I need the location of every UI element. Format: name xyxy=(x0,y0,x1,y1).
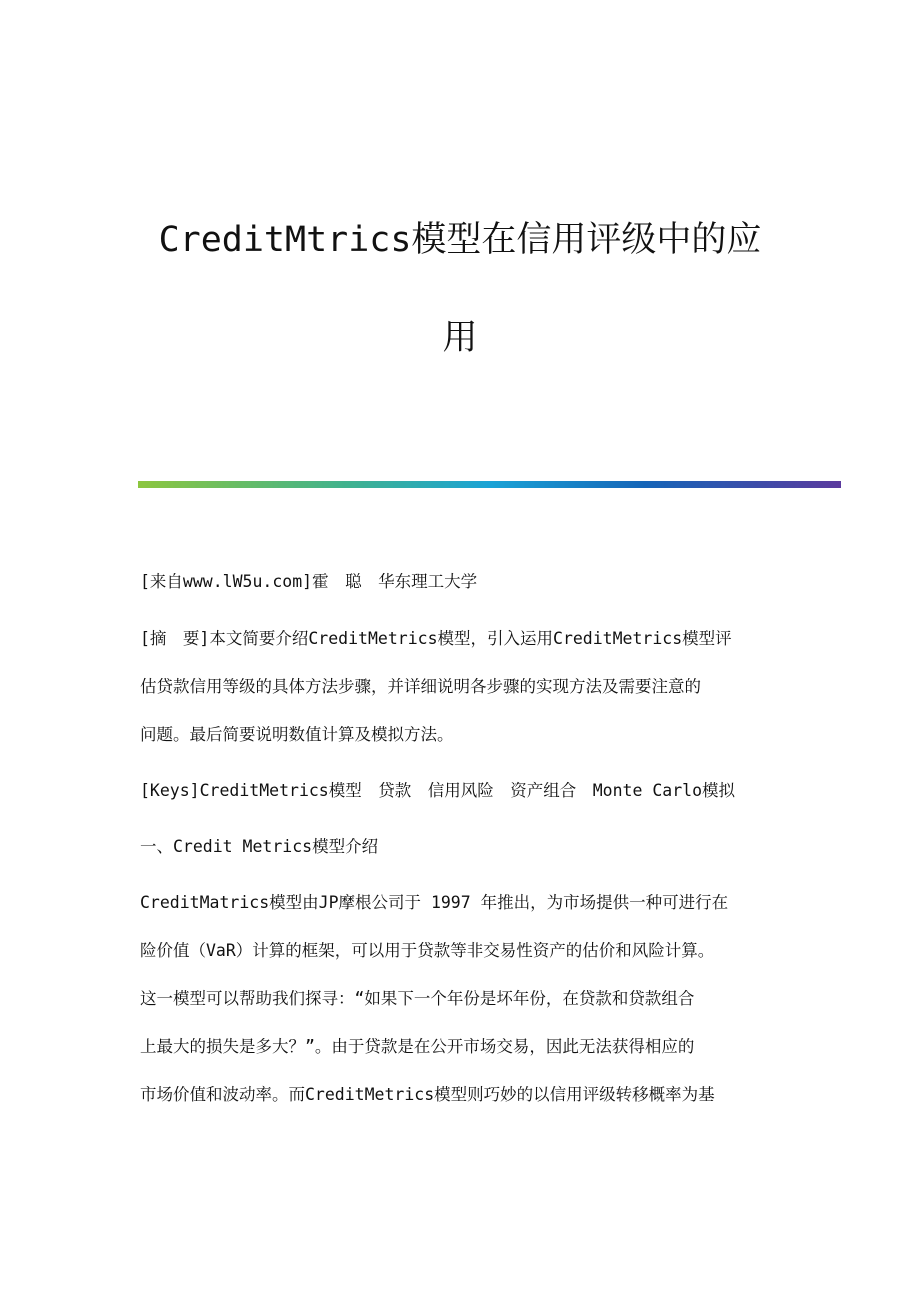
section-heading: 一、Credit Metrics模型介绍 xyxy=(140,837,379,856)
body-line-1: CreditMatrics模型由JP摩根公司于 1997 年推出，为市场提供一种可进行在 xyxy=(140,893,729,912)
document-title-line-2: 用 xyxy=(442,318,478,358)
source-line: [来自www.lW5u.com]霍 聪 华东理工大学 xyxy=(140,572,478,591)
body-line-3: 这一模型可以帮助我们探寻：“如果下一个年份是坏年份，在贷款和贷款组合 xyxy=(140,989,695,1008)
body-line-4: 上最大的损失是多大？”。由于贷款是在公开市场交易，因此无法获得相应的 xyxy=(140,1037,695,1056)
gradient-divider xyxy=(138,481,841,488)
body-line-5: 市场价值和波动率。而CreditMetrics模型则巧妙的以信用评级转移概率为基 xyxy=(140,1085,715,1104)
document-title-line-1: CreditMtrics模型在信用评级中的应 xyxy=(158,220,762,260)
body-line-2: 险价值（VaR）计算的框架，可以用于贷款等非交易性资产的估价和风险计算。 xyxy=(140,941,715,960)
keywords-line: [Keys]CreditMetrics模型 贷款 信用风险 资产组合 Monte Carlo模拟 xyxy=(140,781,736,800)
abstract-line-3: 问题。最后简要说明数值计算及模拟方法。 xyxy=(140,725,454,744)
abstract-line-2: 估贷款信用等级的具体方法步骤，并详细说明各步骤的实现方法及需要注意的 xyxy=(140,677,701,696)
abstract-line-1: [摘 要]本文简要介绍CreditMetrics模型，引入运用CreditMetrics模型评 xyxy=(140,629,732,648)
